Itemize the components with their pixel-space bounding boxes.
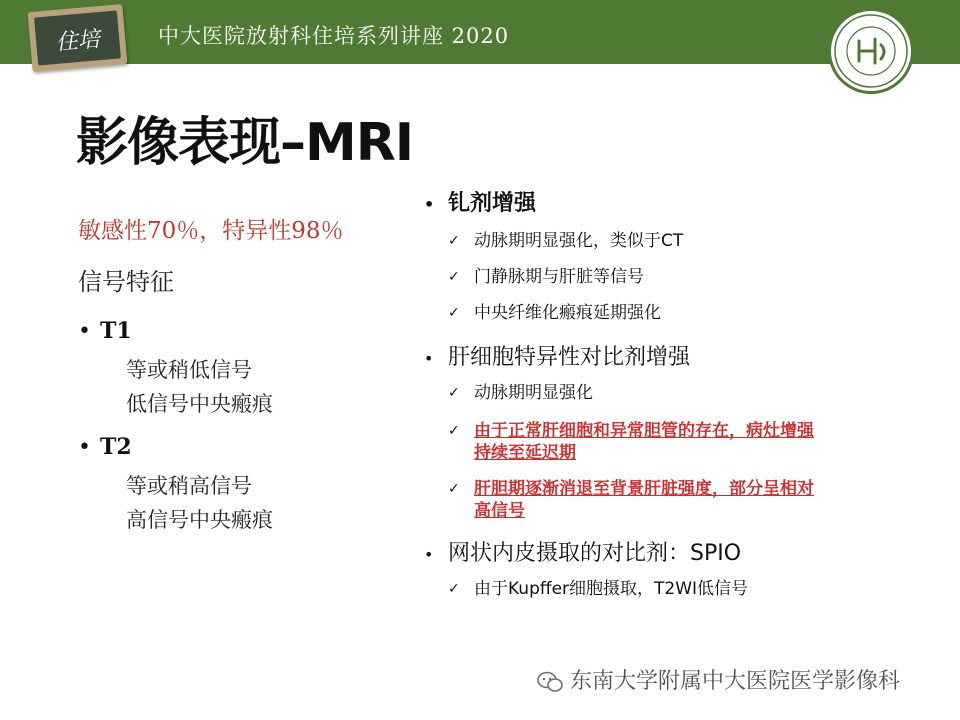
bullet-icon: • (424, 348, 434, 368)
chalkboard-badge (28, 4, 128, 72)
hepato-item-text: 动脉期明显强化 (474, 383, 593, 403)
header-title: 中大医院放射科住培系列讲座 2020 (158, 24, 510, 48)
gd-item-text: 动脉期明显强化，类似于CT (474, 231, 684, 251)
spio-heading-text: 网状内皮摄取的对比剂：SPIO (448, 541, 742, 566)
footer-text: 东南大学附属中大医院医学影像科 (570, 669, 901, 694)
t2-line: 等或稍高信号 (126, 474, 252, 498)
t2-label: T2 (100, 434, 132, 460)
t1-heading (78, 318, 132, 344)
seal-graphic (831, 11, 911, 91)
t1-line: 低信号中央瘢痕 (126, 392, 273, 416)
hepato-item-text: 由于正常肝细胞和异常胆管的存在，病灶增强 (474, 421, 814, 441)
check-icon: ✓ (448, 581, 460, 597)
check-icon: ✓ (448, 269, 460, 285)
signal-heading: 信号特征 (78, 268, 174, 296)
hepato-item-text: 肝胆期逐渐消退至背景肝脏强度，部分呈相对 (474, 479, 814, 499)
hepato-heading-text: 肝细胞特异性对比剂增强 (448, 345, 691, 370)
check-icon: ✓ (448, 423, 460, 439)
t1-line: 等或稍低信号 (126, 358, 252, 382)
slide-title: 影像表现–MRI (76, 113, 414, 173)
check-icon: ✓ (448, 385, 460, 401)
header-band (0, 0, 960, 64)
t2-line: 高信号中央瘢痕 (126, 508, 273, 532)
gd-item-text: 中央纤维化瘢痕延期强化 (474, 303, 661, 323)
t2-heading (78, 434, 132, 460)
chalkboard-surface (34, 10, 121, 65)
sensitivity-text: 敏感性70％，特异性98％ (78, 218, 344, 244)
badge-text: 住培 (54, 27, 101, 56)
gd-item-text: 门静脉期与肝脏等信号 (474, 267, 644, 287)
gd-heading (424, 186, 536, 217)
check-icon: ✓ (448, 233, 460, 249)
bullet-icon: • (78, 435, 91, 460)
spio-item-text: 由于Kupffer细胞摄取，T2WI低信号 (474, 579, 749, 599)
check-icon: ✓ (448, 481, 460, 497)
footer-watermark (536, 664, 900, 695)
bullet-icon: • (78, 319, 91, 344)
hepato-item-text: 高信号 (474, 501, 525, 521)
t1-label: T1 (100, 318, 132, 344)
bullet-icon: • (424, 194, 435, 214)
bullet-icon: • (424, 544, 434, 564)
check-icon: ✓ (448, 305, 460, 321)
wechat-icon (536, 670, 564, 694)
hospital-seal-icon (828, 8, 914, 94)
spio-heading (424, 536, 741, 567)
hepato-heading (424, 340, 690, 371)
hepato-item-text: 持续至延迟期 (474, 443, 576, 463)
gd-heading-text: 钆剂增强 (448, 191, 537, 216)
